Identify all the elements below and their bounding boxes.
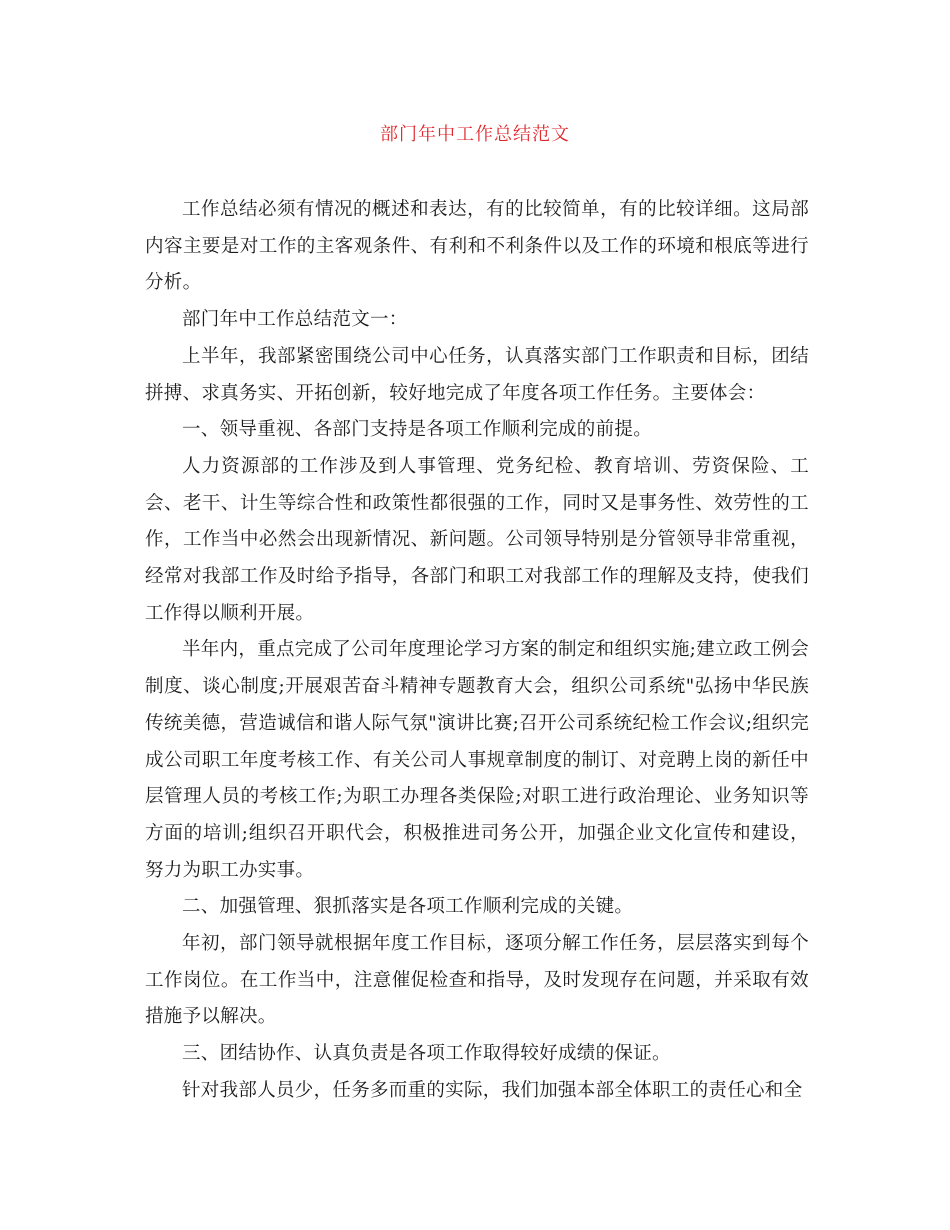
paragraph-teamwork: 针对我部人员少，任务多而重的实际，我们加强本部全体职工的责任心和全 bbox=[182, 1079, 803, 1101]
paragraph-half-year-achievements: 半年内，重点完成了公司年度理论学习方案的制定和组织实施;建立政工例会制度、谈心制度;开展艰苦奋斗精神专题教育大会，组织公司系统"弘扬中华民族传统美德，营造诚信和谐人际气氛"演讲比赛;召开公司系统纪检工作会议;组织完成公司职工年度考核工作、有关公司人事规章制度的制订、对竞聘上岗的新任中层管理人员的考核工作;为职工办理各类保险;对职工进行政治理论、业务知识等方面的培训;组织召开职代会，积极推进司务公开，加强企业文化宣传和建设，努力为职工办实事。 bbox=[145, 639, 809, 881]
document-body bbox=[145, 192, 809, 1110]
paragraph-section-three-heading: 三、团结协作、认真负责是各项工作取得较好成绩的保证。 bbox=[182, 1043, 671, 1065]
paragraph-intro: 工作总结必须有情况的概述和表达，有的比较简单，有的比较详细。这局部内容主要是对工作的主客观条件、有利和不利条件以及工作的环境和根底等进行分析。 bbox=[145, 199, 809, 294]
document-title: 部门年中工作总结范文 bbox=[380, 124, 570, 145]
paragraph-section-two-heading: 二、加强管理、狠抓落实是各项工作顺利完成的关键。 bbox=[182, 896, 634, 918]
paragraph-section-one-heading: 一、领导重视、各部门支持是各项工作顺利完成的前提。 bbox=[182, 419, 653, 441]
paragraph-task-breakdown: 年初，部门领导就根据年度工作目标，逐项分解工作任务，层层落实到每个工作岗位。在工作当中，注意催促检查和指导，及时发现存在问题，并采取有效措施予以解决。 bbox=[145, 933, 809, 1028]
paragraph-hr-work: 人力资源部的工作涉及到人事管理、党务纪检、教育培训、劳资保险、工会、老干、计生等综合性和政策性都很强的工作，同时又是事务性、效劳性的工作，工作当中必然会出现新情况、新问题。公司领导特别是分管领导非常重视，经常对我部工作及时给予指导，各部门和职工对我部工作的理解及支持，使我们工作得以顺利开展。 bbox=[145, 455, 809, 624]
paragraph-sample-heading: 部门年中工作总结范文一： bbox=[182, 309, 408, 331]
paragraph-first-half-summary: 上半年，我部紧密围绕公司中心任务，认真落实部门工作职责和目标，团结拼搏、求真务实、开拓创新，较好地完成了年度各项工作任务。主要体会： bbox=[145, 345, 809, 404]
